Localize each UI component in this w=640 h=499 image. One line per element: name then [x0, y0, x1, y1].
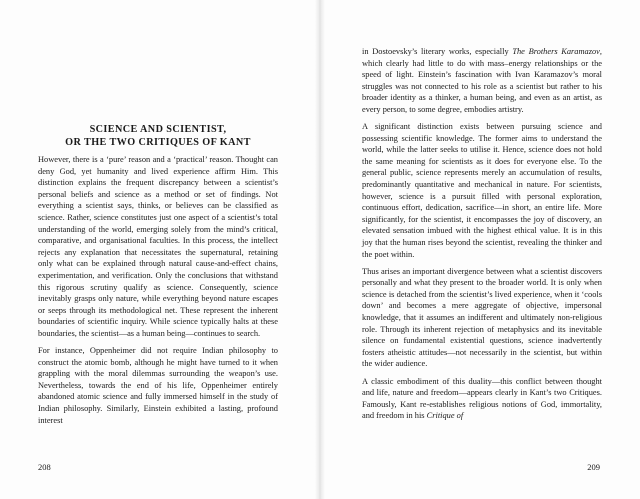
text-run: A classic embodiment of this duality—this conflict between thought and life, nature and freedom—appears clearly in Kant’s two Critiques. Famously, Kant re-establishes religious notions of God, immortality, and freedom in his: [362, 376, 602, 421]
page-number: 208: [38, 462, 51, 472]
book-title: Critique of: [426, 411, 464, 421]
body-paragraph: Thus arises an important divergence between what a scientist discovers personally and what they present to the broader world. It is only when science is detached from the scientist’s lived experience, when it ‘cools down’ and becomes a mere aggregate of objective, impersonal knowledge, that it assumes an indifferent and ultimately non-religious role. Through its inherent rejection of metaphysics and its inevitable silence on fundamental existential questions, science inadvertently fosters atheistic attitudes—not necessarily in the scientist, but within the wider audience.: [362, 266, 602, 369]
body-paragraph: [362, 46, 602, 116]
body-paragraph: [362, 376, 602, 422]
chapter-heading: [38, 123, 278, 149]
page-number: 209: [587, 462, 600, 472]
book-title: The Brothers Karamazov: [512, 47, 600, 56]
heading-line-2: OR THE TWO CRITIQUES OF KANT: [65, 137, 251, 148]
body-paragraph: A significant distinction exists between pursuing science and possessing scientific knowledge. The former aims to understand the world, while the latter seeks to utilise it. Hence, science does not hold the same meaning for scientists as it does for everyone else. To the general public, science represents merely an accumulation of results, predominantly quantitative and mechanical in nature. For scientists, however, science is a pursuit filled with personal exploration, continuous effort, dedication, sacrifice—in short, an entire life. More significantly, for the scientist, it encompasses the joy of discovery, an elevated sensation imbued with the highest ethical value. It is in this joy that the human rises beyond the scientist, revealing the thinker and the poet within.: [362, 122, 602, 259]
heading-line-1: SCIENCE AND SCIENTIST,: [89, 124, 227, 135]
text-run: , which clearly had little to do with mass–energy relationships or the speed of light. Einstein’s fascination with Ivan Karamazov’s moral struggles was not connected to his role as a scientist but rather to his broader identity as a thinker, a human being, and even as an artist, as every person, to some degree, embodies artistry.: [362, 47, 602, 114]
text-run: in Dostoevsky’s literary works, especially: [362, 47, 513, 56]
right-page-body: [362, 46, 602, 427]
body-paragraph: For instance, Oppenheimer did not require Indian philosophy to construct the atomic bomb, although he might have turned to it when grappling with the moral dilemmas surrounding the weapon’s use. Nevertheless, towards the end of his life, Oppenheimer entirely abandoned atomic science and fully immersed himself in the study of Indian philosophy. Similarly, Einstein exhibited a lasting, profound interest: [38, 346, 278, 425]
left-page-body: [38, 154, 278, 432]
right-page: [320, 0, 640, 499]
body-paragraph: However, there is a ‘pure’ reason and a ‘practical’ reason. Thought can deny God, yet humanity and lived experience affirm Him. This distinction explains the frequent discrepancy between a scientist’s personal beliefs and science as a method or set of findings. Not everything a scientist says, thinks, or believes can be classified as science. Rather, science constitutes just one aspect of a scientist’s total understanding of the world, emerging solely from the mind’s critical, comparative, and organisational faculties. In this process, the intellect rejects any explanation that necessitates the supernatural, retaining only what can be explained through natural cause-and-effect chains, experimentation, and verification. Only the conclusions that withstand this rigorous scrutiny qualify as science. Consequently, science inevitably grasps only nature, while everything beyond nature escapes or seeps through its methodological net. These represent the inherent boundaries of scientific inquiry. While science typically halts at these boundaries, the scientist—as a human being—continues to search.: [38, 155, 278, 338]
